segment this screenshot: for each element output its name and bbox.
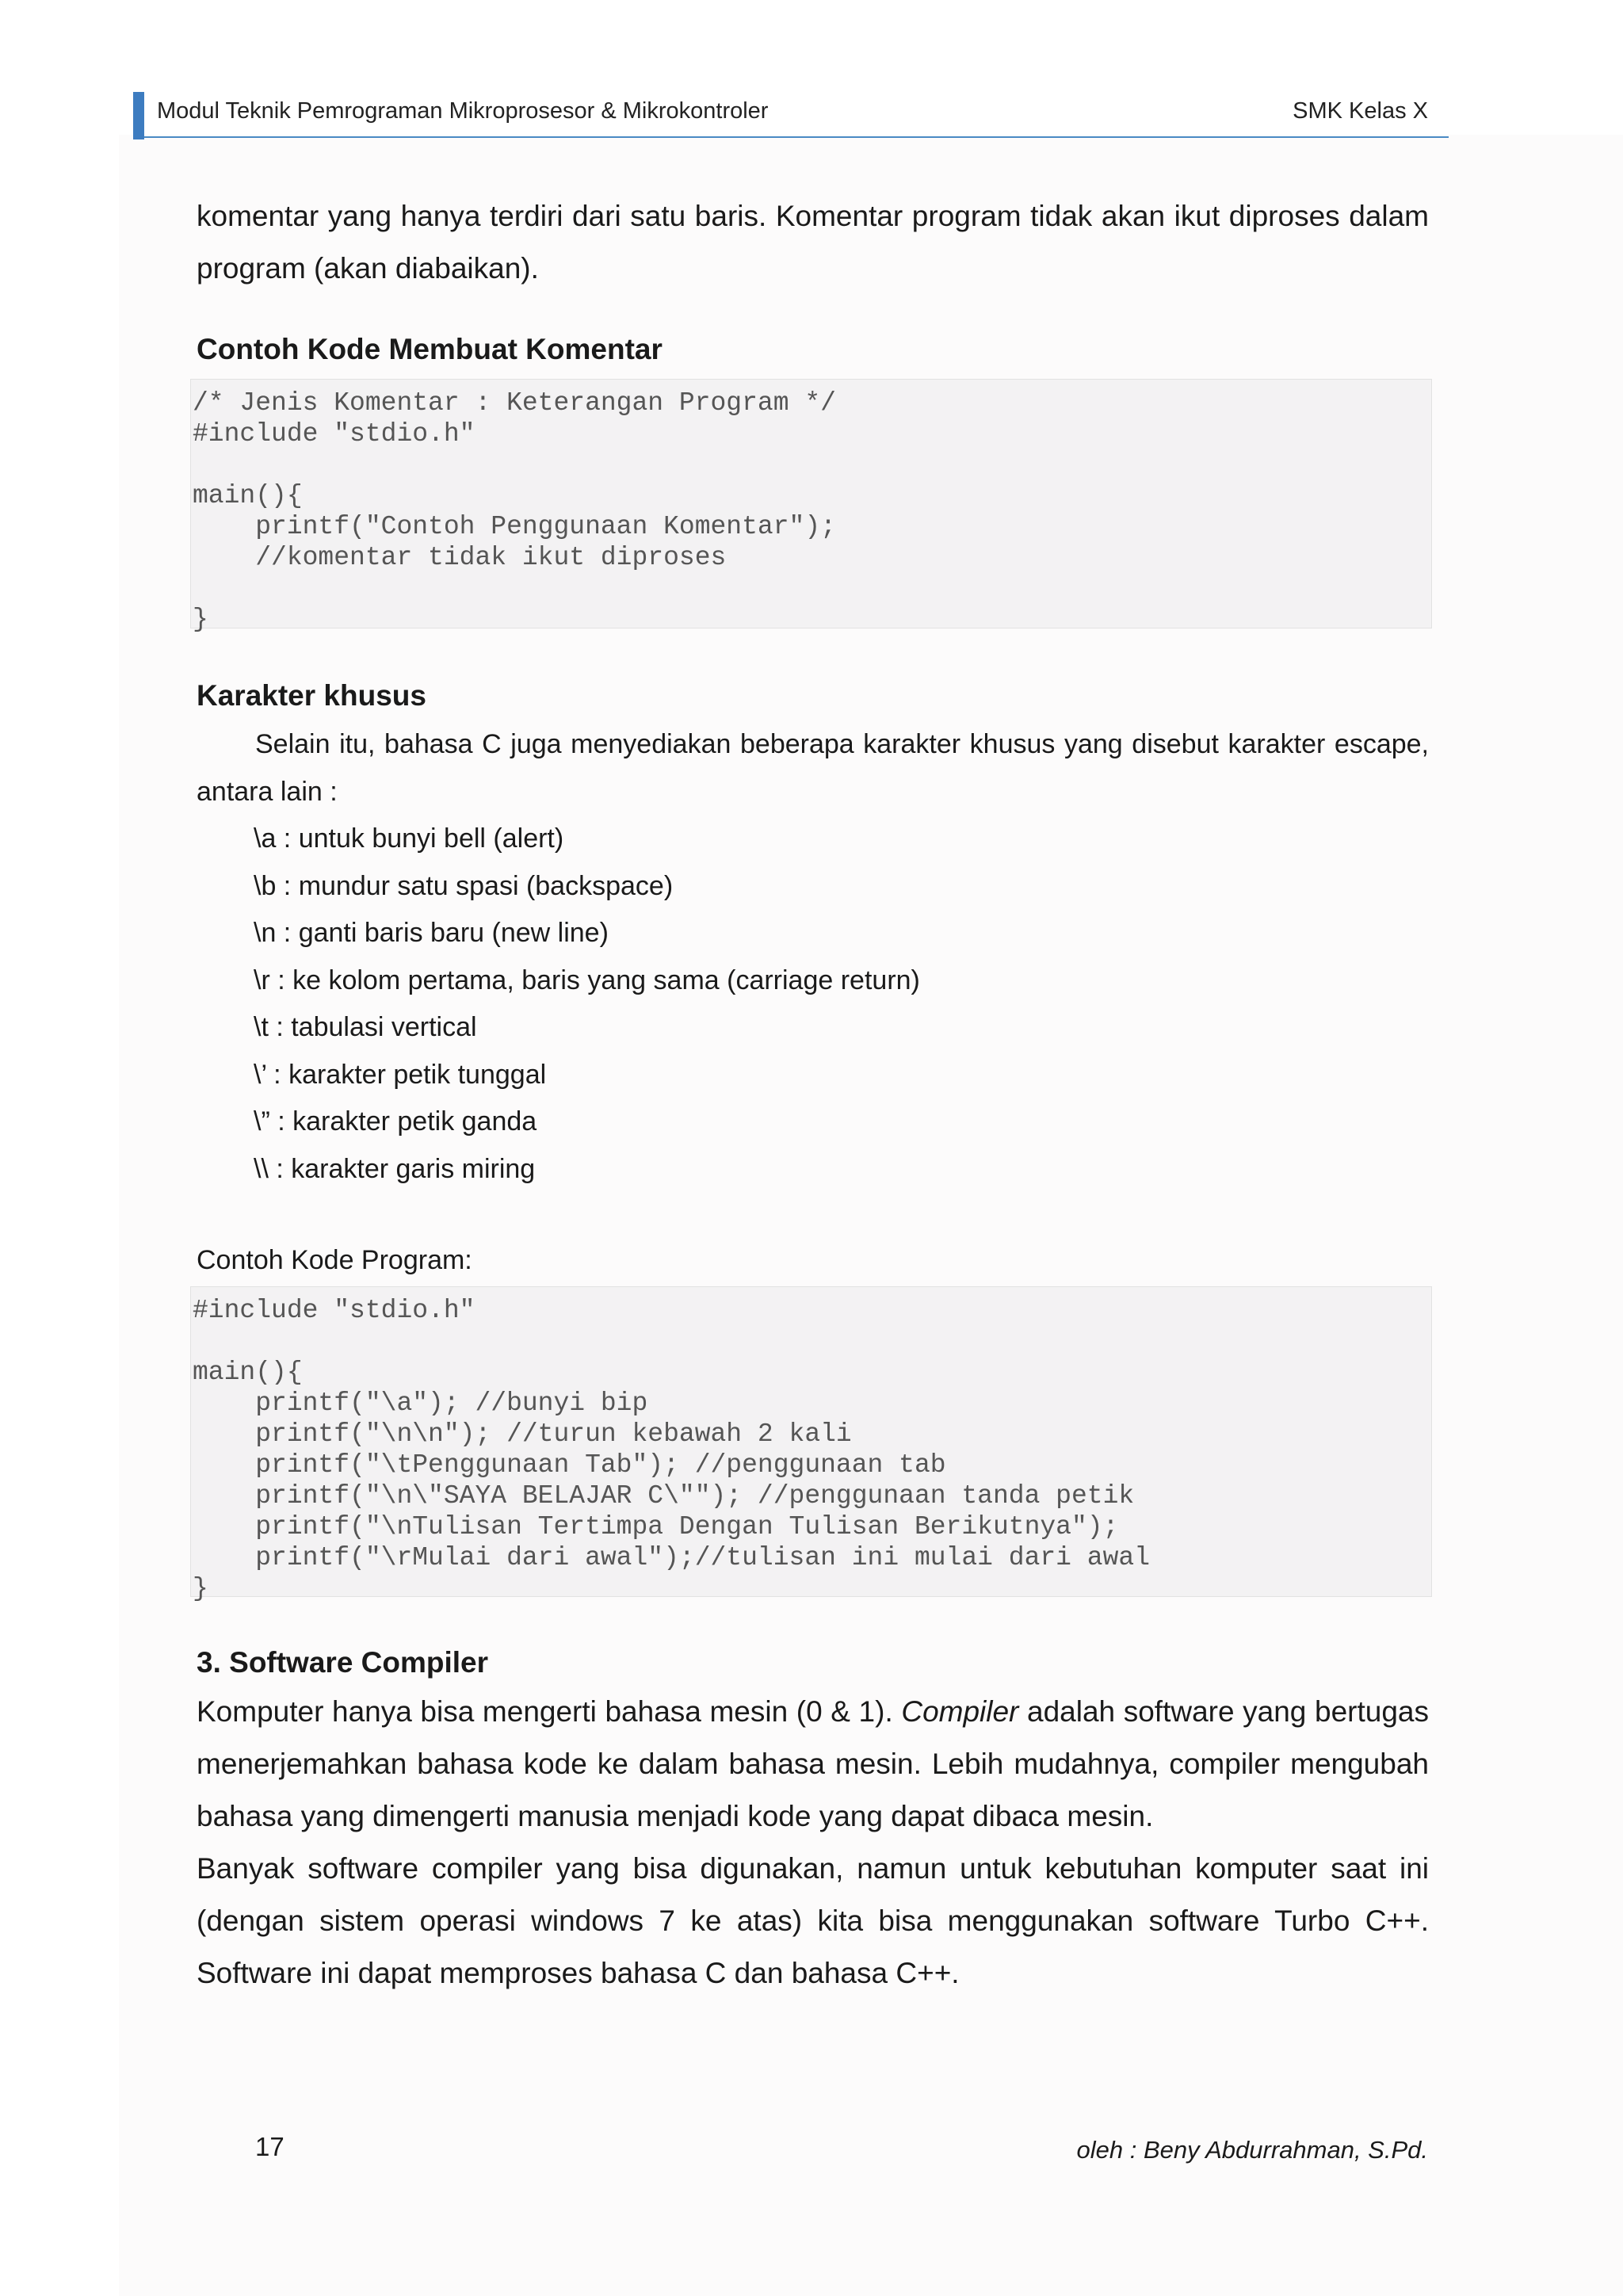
list-item: \’ : karakter petik tunggal <box>254 1059 547 1090</box>
header-title: Modul Teknik Pemrograman Mikroprosesor & Mikrokontroler <box>157 98 769 124</box>
compiler-paragraph-2: Banyak software compiler yang bisa digunakan, namun untuk kebutuhan komputer saat ini (dengan sistem operasi windows 7 ke atas) kita bisa menggunakan software Turbo C++. Software ini dapat memproses bahasa C dan bahasa C++. <box>197 1852 1429 1989</box>
list-item: \” : karakter petik ganda <box>254 1106 537 1137</box>
main-content <box>193 190 1429 2000</box>
komentar-code-block: /* Jenis Komentar : Keterangan Program */ #include "stdio.h" main(){ printf("Contoh Penggunaan Komentar"); //komentar tidak ikut diproses } <box>190 379 1432 628</box>
list-item: \r : ke kolom pertama, baris yang sama (carriage return) <box>254 965 920 995</box>
escape-code-block: #include "stdio.h" main(){ printf("\a"); //bunyi bip printf("\n\n"); //turun kebawah 2 kali printf("\tPenggunaan Tab"); //penggunaan tab printf("\n\"SAYA BELAJAR C\""); //penggunaan tanda petik printf("\nTulisan Tertimpa Dengan Tulisan Berikutnya"); printf("\rMulai dari awal");//tulisan ini mulai dari awal } <box>190 1286 1432 1597</box>
compiler-heading: 3. Software Compiler <box>197 1646 489 1679</box>
list-item: \a : untuk bunyi bell (alert) <box>254 823 564 854</box>
list-item: \b : mundur satu spasi (backspace) <box>254 870 674 901</box>
komentar-heading: Contoh Kode Membuat Komentar <box>197 333 663 365</box>
compiler-p1-start: Komputer hanya bisa mengerti bahasa mesin (0 & 1). <box>197 1695 902 1728</box>
page-number: 17 <box>255 2132 285 2161</box>
list-item: \t : tabulasi vertical <box>254 1012 477 1042</box>
compiler-paragraph-1 <box>197 1686 1429 1843</box>
karakter-heading: Karakter khusus <box>197 679 426 712</box>
header-accent-bar <box>133 92 144 139</box>
header-class-label: SMK Kelas X <box>1293 98 1428 124</box>
escape-list <box>197 816 1429 1193</box>
compiler-p1-end: adalah software yang bertugas menerjemahkan bahasa kode ke dalam bahasa mesin. Lebih mudahnya, compiler mengubah bahasa yang dimengerti manusia menjadi kode yang dapat dibaca mesin. <box>197 1695 1429 1832</box>
compiler-term: Compiler <box>901 1695 1019 1728</box>
intro-paragraph: komentar yang hanya terdiri dari satu baris. Komentar program tidak akan ikut diproses dalam program (akan diabaikan). <box>197 200 1429 285</box>
code-example-label: Contoh Kode Program: <box>197 1245 472 1275</box>
footer-author: oleh : Beny Abdurrahman, S.Pd. <box>1076 2136 1428 2164</box>
list-item: \\ : karakter garis miring <box>254 1153 536 1184</box>
page-header <box>133 89 1449 138</box>
karakter-intro: Selain itu, bahasa C juga menyediakan beberapa karakter khusus yang disebut karakter escape, antara lain : <box>197 729 1429 807</box>
list-item: \n : ganti baris baru (new line) <box>254 918 609 948</box>
